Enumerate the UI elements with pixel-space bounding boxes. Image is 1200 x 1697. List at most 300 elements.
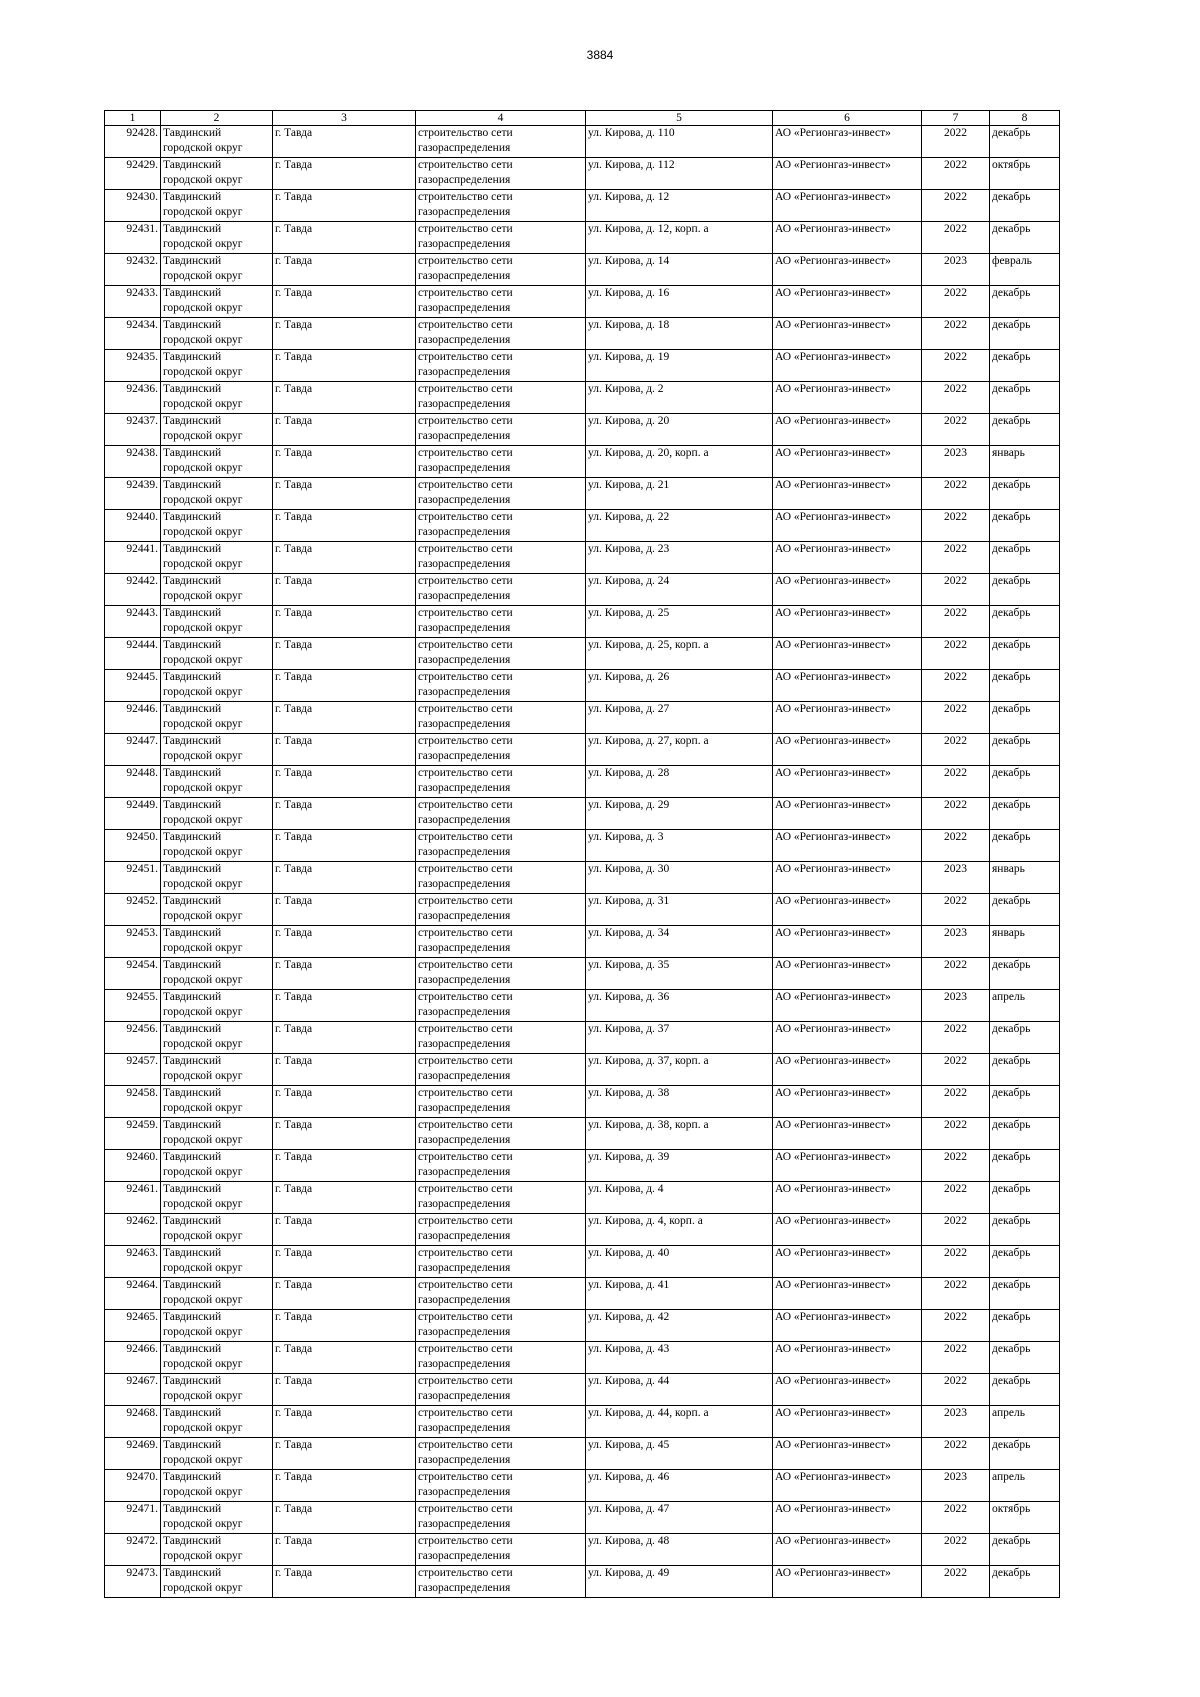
work-type-cell-line: газораспределения: [418, 622, 511, 634]
executor-cell: АО «Регионгаз-инвест»: [773, 1502, 922, 1534]
year-cell: 2022: [922, 1310, 990, 1342]
address-cell: ул. Кирова, д. 48: [586, 1534, 773, 1566]
work-type-cell: [416, 1310, 586, 1342]
district-cell-line: городской округ: [163, 1486, 243, 1498]
work-type-cell: [416, 1406, 586, 1438]
year-cell: 2022: [922, 158, 990, 190]
locality-cell: г. Тавда: [273, 542, 416, 574]
month-cell: декабрь: [990, 702, 1060, 734]
address-cell: ул. Кирова, д. 112: [586, 158, 773, 190]
executor-cell: АО «Регионгаз-инвест»: [773, 1054, 922, 1086]
district-cell-line: городской округ: [163, 558, 243, 570]
work-type-cell-line: газораспределения: [418, 814, 511, 826]
row-number-cell: 92431.: [105, 222, 161, 254]
locality-cell: г. Тавда: [273, 1470, 416, 1502]
row-number-cell: 92438.: [105, 446, 161, 478]
month-cell: декабрь: [990, 1118, 1060, 1150]
work-type-cell: [416, 1182, 586, 1214]
district-cell-line: Тавдинский: [163, 1375, 222, 1387]
table-row: [105, 1342, 1060, 1374]
district-cell-line: Тавдинский: [163, 159, 222, 171]
work-type-cell: [416, 158, 586, 190]
table-row: [105, 350, 1060, 382]
district-cell: [161, 222, 273, 254]
row-number-cell: 92437.: [105, 414, 161, 446]
table-row: [105, 542, 1060, 574]
district-cell-line: Тавдинский: [163, 1247, 222, 1259]
year-cell: 2022: [922, 1342, 990, 1374]
district-cell-line: городской округ: [163, 302, 243, 314]
month-cell: декабрь: [990, 1054, 1060, 1086]
year-cell: 2022: [922, 1086, 990, 1118]
year-cell: 2022: [922, 830, 990, 862]
row-number-cell: 92469.: [105, 1438, 161, 1470]
executor-cell: АО «Регионгаз-инвест»: [773, 734, 922, 766]
year-cell: 2022: [922, 414, 990, 446]
locality-cell: г. Тавда: [273, 574, 416, 606]
row-number-cell: 92436.: [105, 382, 161, 414]
district-cell: [161, 1022, 273, 1054]
month-cell: декабрь: [990, 958, 1060, 990]
year-cell: 2022: [922, 1118, 990, 1150]
district-cell-line: городской округ: [163, 1582, 243, 1594]
row-number-cell: 92468.: [105, 1406, 161, 1438]
work-type-cell: [416, 830, 586, 862]
column-header: 6: [773, 111, 922, 126]
row-number-cell: 92457.: [105, 1054, 161, 1086]
district-cell-line: городской округ: [163, 430, 243, 442]
work-type-cell-line: строительство сети: [418, 799, 513, 811]
district-cell: [161, 1118, 273, 1150]
work-type-cell-line: строительство сети: [418, 1087, 513, 1099]
table-row: [105, 638, 1060, 670]
work-type-cell-line: газораспределения: [418, 878, 511, 890]
district-cell-line: Тавдинский: [163, 191, 222, 203]
district-cell-line: городской округ: [163, 846, 243, 858]
month-cell: октябрь: [990, 158, 1060, 190]
work-type-cell-line: газораспределения: [418, 206, 511, 218]
work-type-cell-line: строительство сети: [418, 287, 513, 299]
work-type-cell-line: газораспределения: [418, 1198, 511, 1210]
district-cell-line: городской округ: [163, 526, 243, 538]
executor-cell: АО «Регионгаз-инвест»: [773, 1406, 922, 1438]
month-cell: декабрь: [990, 126, 1060, 158]
district-cell: [161, 1214, 273, 1246]
district-cell-line: Тавдинский: [163, 1183, 222, 1195]
district-cell-line: Тавдинский: [163, 511, 222, 523]
year-cell: 2022: [922, 734, 990, 766]
district-cell: [161, 1470, 273, 1502]
month-cell: декабрь: [990, 1150, 1060, 1182]
work-type-cell-line: строительство сети: [418, 991, 513, 1003]
district-cell: [161, 286, 273, 318]
district-cell-line: Тавдинский: [163, 927, 222, 939]
column-header: 3: [273, 111, 416, 126]
work-type-cell: [416, 1502, 586, 1534]
executor-cell: АО «Регионгаз-инвест»: [773, 638, 922, 670]
locality-cell: г. Тавда: [273, 830, 416, 862]
year-cell: 2022: [922, 510, 990, 542]
year-cell: 2023: [922, 862, 990, 894]
table-row: [105, 158, 1060, 190]
work-type-cell-line: строительство сети: [418, 1279, 513, 1291]
month-cell: декабрь: [990, 574, 1060, 606]
work-type-cell-line: строительство сети: [418, 767, 513, 779]
table-row: [105, 254, 1060, 286]
month-cell: декабрь: [990, 894, 1060, 926]
district-cell-line: городской округ: [163, 1038, 243, 1050]
work-type-cell-line: строительство сети: [418, 863, 513, 875]
work-type-cell-line: газораспределения: [418, 1038, 511, 1050]
work-type-cell-line: газораспределения: [418, 142, 511, 154]
work-type-cell: [416, 190, 586, 222]
year-cell: 2022: [922, 1502, 990, 1534]
district-cell-line: городской округ: [163, 1550, 243, 1562]
locality-cell: г. Тавда: [273, 702, 416, 734]
district-cell-line: Тавдинский: [163, 895, 222, 907]
locality-cell: г. Тавда: [273, 766, 416, 798]
district-cell-line: Тавдинский: [163, 1567, 222, 1579]
locality-cell: г. Тавда: [273, 670, 416, 702]
month-cell: декабрь: [990, 1566, 1060, 1598]
executor-cell: АО «Регионгаз-инвест»: [773, 1310, 922, 1342]
district-cell: [161, 1566, 273, 1598]
executor-cell: АО «Регионгаз-инвест»: [773, 1566, 922, 1598]
table-row: [105, 1086, 1060, 1118]
table-row: [105, 478, 1060, 510]
district-cell-line: городской округ: [163, 782, 243, 794]
row-number-cell: 92448.: [105, 766, 161, 798]
district-cell-line: городской округ: [163, 142, 243, 154]
month-cell: декабрь: [990, 1438, 1060, 1470]
month-cell: декабрь: [990, 638, 1060, 670]
executor-cell: АО «Регионгаз-инвест»: [773, 1374, 922, 1406]
work-type-cell-line: строительство сети: [418, 543, 513, 555]
year-cell: 2022: [922, 1438, 990, 1470]
locality-cell: г. Тавда: [273, 286, 416, 318]
district-cell: [161, 1278, 273, 1310]
district-cell-line: Тавдинский: [163, 1279, 222, 1291]
district-cell-line: Тавдинский: [163, 1023, 222, 1035]
row-number-cell: 92462.: [105, 1214, 161, 1246]
row-number-cell: 92442.: [105, 574, 161, 606]
row-number-cell: 92458.: [105, 1086, 161, 1118]
year-cell: 2022: [922, 958, 990, 990]
district-cell-line: городской округ: [163, 686, 243, 698]
work-type-cell-line: газораспределения: [418, 398, 511, 410]
year-cell: 2022: [922, 286, 990, 318]
address-cell: ул. Кирова, д. 20, корп. а: [586, 446, 773, 478]
row-number-cell: 92473.: [105, 1566, 161, 1598]
work-type-cell: [416, 254, 586, 286]
work-type-cell-line: газораспределения: [418, 1230, 511, 1242]
month-cell: декабрь: [990, 1310, 1060, 1342]
address-cell: ул. Кирова, д. 4, корп. а: [586, 1214, 773, 1246]
district-cell-line: городской округ: [163, 942, 243, 954]
work-type-cell: [416, 1214, 586, 1246]
executor-cell: АО «Регионгаз-инвест»: [773, 254, 922, 286]
work-type-cell-line: газораспределения: [418, 718, 511, 730]
work-type-cell: [416, 670, 586, 702]
executor-cell: АО «Регионгаз-инвест»: [773, 1022, 922, 1054]
work-type-cell-line: строительство сети: [418, 1567, 513, 1579]
month-cell: декабрь: [990, 1278, 1060, 1310]
district-cell-line: городской округ: [163, 1390, 243, 1402]
district-cell-line: Тавдинский: [163, 1311, 222, 1323]
work-type-cell: [416, 1566, 586, 1598]
work-type-cell: [416, 734, 586, 766]
address-cell: ул. Кирова, д. 28: [586, 766, 773, 798]
work-type-cell: [416, 862, 586, 894]
work-type-cell-line: строительство сети: [418, 127, 513, 139]
table-row: [105, 990, 1060, 1022]
year-cell: 2022: [922, 574, 990, 606]
address-cell: ул. Кирова, д. 34: [586, 926, 773, 958]
locality-cell: г. Тавда: [273, 958, 416, 990]
address-cell: ул. Кирова, д. 19: [586, 350, 773, 382]
table-row: [105, 1406, 1060, 1438]
column-header: 7: [922, 111, 990, 126]
year-cell: 2022: [922, 126, 990, 158]
district-cell-line: городской округ: [163, 398, 243, 410]
work-type-cell-line: газораспределения: [418, 1358, 511, 1370]
row-number-cell: 92451.: [105, 862, 161, 894]
year-cell: 2022: [922, 1566, 990, 1598]
year-cell: 2022: [922, 702, 990, 734]
table-row: [105, 1214, 1060, 1246]
month-cell: декабрь: [990, 1182, 1060, 1214]
district-cell-line: городской округ: [163, 1134, 243, 1146]
district-cell: [161, 446, 273, 478]
work-type-cell-line: строительство сети: [418, 1503, 513, 1515]
work-type-cell-line: газораспределения: [418, 174, 511, 186]
work-type-cell-line: газораспределения: [418, 1070, 511, 1082]
work-type-cell-line: газораспределения: [418, 1134, 511, 1146]
work-type-cell-line: газораспределения: [418, 1166, 511, 1178]
work-type-cell-line: газораспределения: [418, 1422, 511, 1434]
table-row: [105, 1534, 1060, 1566]
district-cell-line: городской округ: [163, 1070, 243, 1082]
address-cell: ул. Кирова, д. 110: [586, 126, 773, 158]
row-number-cell: 92461.: [105, 1182, 161, 1214]
year-cell: 2022: [922, 798, 990, 830]
month-cell: апрель: [990, 1406, 1060, 1438]
district-cell-line: городской округ: [163, 1326, 243, 1338]
work-type-cell-line: газораспределения: [418, 494, 511, 506]
year-cell: 2023: [922, 254, 990, 286]
work-type-cell: [416, 894, 586, 926]
address-cell: ул. Кирова, д. 35: [586, 958, 773, 990]
work-type-cell-line: строительство сети: [418, 351, 513, 363]
work-type-cell-line: газораспределения: [418, 974, 511, 986]
work-type-cell-line: строительство сети: [418, 1215, 513, 1227]
locality-cell: г. Тавда: [273, 606, 416, 638]
year-cell: 2022: [922, 318, 990, 350]
work-type-cell: [416, 958, 586, 990]
district-cell: [161, 1502, 273, 1534]
work-type-cell: [416, 638, 586, 670]
locality-cell: г. Тавда: [273, 1150, 416, 1182]
district-cell-line: Тавдинский: [163, 1535, 222, 1547]
district-cell-line: городской округ: [163, 494, 243, 506]
month-cell: декабрь: [990, 478, 1060, 510]
locality-cell: г. Тавда: [273, 1246, 416, 1278]
work-type-cell-line: строительство сети: [418, 319, 513, 331]
address-cell: ул. Кирова, д. 21: [586, 478, 773, 510]
executor-cell: АО «Регионгаз-инвест»: [773, 574, 922, 606]
district-cell: [161, 894, 273, 926]
table-row: [105, 286, 1060, 318]
address-cell: ул. Кирова, д. 29: [586, 798, 773, 830]
row-number-cell: 92465.: [105, 1310, 161, 1342]
work-type-cell-line: строительство сети: [418, 191, 513, 203]
district-cell-line: Тавдинский: [163, 799, 222, 811]
district-cell: [161, 1534, 273, 1566]
district-cell: [161, 830, 273, 862]
locality-cell: г. Тавда: [273, 798, 416, 830]
year-cell: 2022: [922, 1246, 990, 1278]
district-cell-line: городской округ: [163, 654, 243, 666]
address-cell: ул. Кирова, д. 14: [586, 254, 773, 286]
work-type-cell: [416, 286, 586, 318]
executor-cell: АО «Регионгаз-инвест»: [773, 414, 922, 446]
row-number-cell: 92440.: [105, 510, 161, 542]
work-type-cell-line: газораспределения: [418, 686, 511, 698]
locality-cell: г. Тавда: [273, 990, 416, 1022]
district-cell: [161, 126, 273, 158]
executor-cell: АО «Регионгаз-инвест»: [773, 766, 922, 798]
work-type-cell-line: строительство сети: [418, 703, 513, 715]
district-cell-line: городской округ: [163, 1230, 243, 1242]
district-cell-line: Тавдинский: [163, 1343, 222, 1355]
work-type-cell-line: строительство сети: [418, 1343, 513, 1355]
district-cell: [161, 318, 273, 350]
work-type-cell-line: строительство сети: [418, 639, 513, 651]
district-cell-line: городской округ: [163, 878, 243, 890]
table-row: [105, 1278, 1060, 1310]
address-cell: ул. Кирова, д. 37, корп. а: [586, 1054, 773, 1086]
district-cell-line: Тавдинский: [163, 639, 222, 651]
executor-cell: АО «Регионгаз-инвест»: [773, 158, 922, 190]
month-cell: февраль: [990, 254, 1060, 286]
work-type-cell-line: газораспределения: [418, 1518, 511, 1530]
work-type-cell-line: строительство сети: [418, 1407, 513, 1419]
district-cell-line: Тавдинский: [163, 959, 222, 971]
month-cell: декабрь: [990, 510, 1060, 542]
district-cell: [161, 702, 273, 734]
executor-cell: АО «Регионгаз-инвест»: [773, 1534, 922, 1566]
executor-cell: АО «Регионгаз-инвест»: [773, 1342, 922, 1374]
executor-cell: АО «Регионгаз-инвест»: [773, 382, 922, 414]
locality-cell: г. Тавда: [273, 158, 416, 190]
executor-cell: АО «Регионгаз-инвест»: [773, 1118, 922, 1150]
district-cell-line: городской округ: [163, 1198, 243, 1210]
address-cell: ул. Кирова, д. 47: [586, 1502, 773, 1534]
table-row: [105, 1438, 1060, 1470]
table-row: [105, 1118, 1060, 1150]
district-cell-line: городской округ: [163, 1262, 243, 1274]
table-row: [105, 1246, 1060, 1278]
row-number-cell: 92470.: [105, 1470, 161, 1502]
month-cell: январь: [990, 926, 1060, 958]
address-cell: ул. Кирова, д. 36: [586, 990, 773, 1022]
work-type-cell-line: газораспределения: [418, 942, 511, 954]
work-type-cell-line: строительство сети: [418, 1119, 513, 1131]
year-cell: 2022: [922, 1054, 990, 1086]
work-type-cell-line: газораспределения: [418, 302, 511, 314]
work-type-cell-line: строительство сети: [418, 1439, 513, 1451]
work-type-cell: [416, 222, 586, 254]
executor-cell: АО «Регионгаз-инвест»: [773, 1086, 922, 1118]
locality-cell: г. Тавда: [273, 350, 416, 382]
table-row: [105, 1150, 1060, 1182]
work-type-cell: [416, 798, 586, 830]
column-header: 8: [990, 111, 1060, 126]
work-type-cell: [416, 606, 586, 638]
locality-cell: г. Тавда: [273, 1310, 416, 1342]
work-type-cell-line: газораспределения: [418, 1486, 511, 1498]
work-type-cell-line: строительство сети: [418, 1023, 513, 1035]
month-cell: декабрь: [990, 542, 1060, 574]
work-type-cell-line: строительство сети: [418, 1311, 513, 1323]
table-row: [105, 798, 1060, 830]
address-cell: ул. Кирова, д. 30: [586, 862, 773, 894]
column-numbers-row: [105, 111, 1060, 126]
column-header: 4: [416, 111, 586, 126]
work-type-cell: [416, 126, 586, 158]
table-row: [105, 414, 1060, 446]
locality-cell: г. Тавда: [273, 1086, 416, 1118]
executor-cell: АО «Регионгаз-инвест»: [773, 1246, 922, 1278]
row-number-cell: 92441.: [105, 542, 161, 574]
work-type-cell: [416, 446, 586, 478]
district-cell-line: Тавдинский: [163, 319, 222, 331]
row-number-cell: 92449.: [105, 798, 161, 830]
work-type-cell: [416, 318, 586, 350]
month-cell: декабрь: [990, 1214, 1060, 1246]
district-cell-line: городской округ: [163, 1166, 243, 1178]
table-row: [105, 222, 1060, 254]
district-cell-line: городской округ: [163, 334, 243, 346]
work-type-cell-line: газораспределения: [418, 846, 511, 858]
table-row: [105, 734, 1060, 766]
work-type-cell-line: газораспределения: [418, 558, 511, 570]
work-type-cell: [416, 702, 586, 734]
work-type-cell: [416, 1118, 586, 1150]
month-cell: декабрь: [990, 286, 1060, 318]
district-cell-line: Тавдинский: [163, 1055, 222, 1067]
address-cell: ул. Кирова, д. 38, корп. а: [586, 1118, 773, 1150]
row-number-cell: 92466.: [105, 1342, 161, 1374]
row-number-cell: 92428.: [105, 126, 161, 158]
row-number-cell: 92467.: [105, 1374, 161, 1406]
year-cell: 2023: [922, 446, 990, 478]
executor-cell: АО «Регионгаз-инвест»: [773, 830, 922, 862]
work-type-cell-line: газораспределения: [418, 462, 511, 474]
district-cell-line: Тавдинский: [163, 703, 222, 715]
district-cell: [161, 1054, 273, 1086]
work-type-cell: [416, 350, 586, 382]
district-cell: [161, 1246, 273, 1278]
work-type-cell-line: строительство сети: [418, 1375, 513, 1387]
work-type-cell-line: газораспределения: [418, 1006, 511, 1018]
month-cell: декабрь: [990, 798, 1060, 830]
district-cell: [161, 382, 273, 414]
month-cell: октябрь: [990, 1502, 1060, 1534]
work-type-cell: [416, 574, 586, 606]
executor-cell: АО «Регионгаз-инвест»: [773, 478, 922, 510]
district-cell-line: городской округ: [163, 814, 243, 826]
